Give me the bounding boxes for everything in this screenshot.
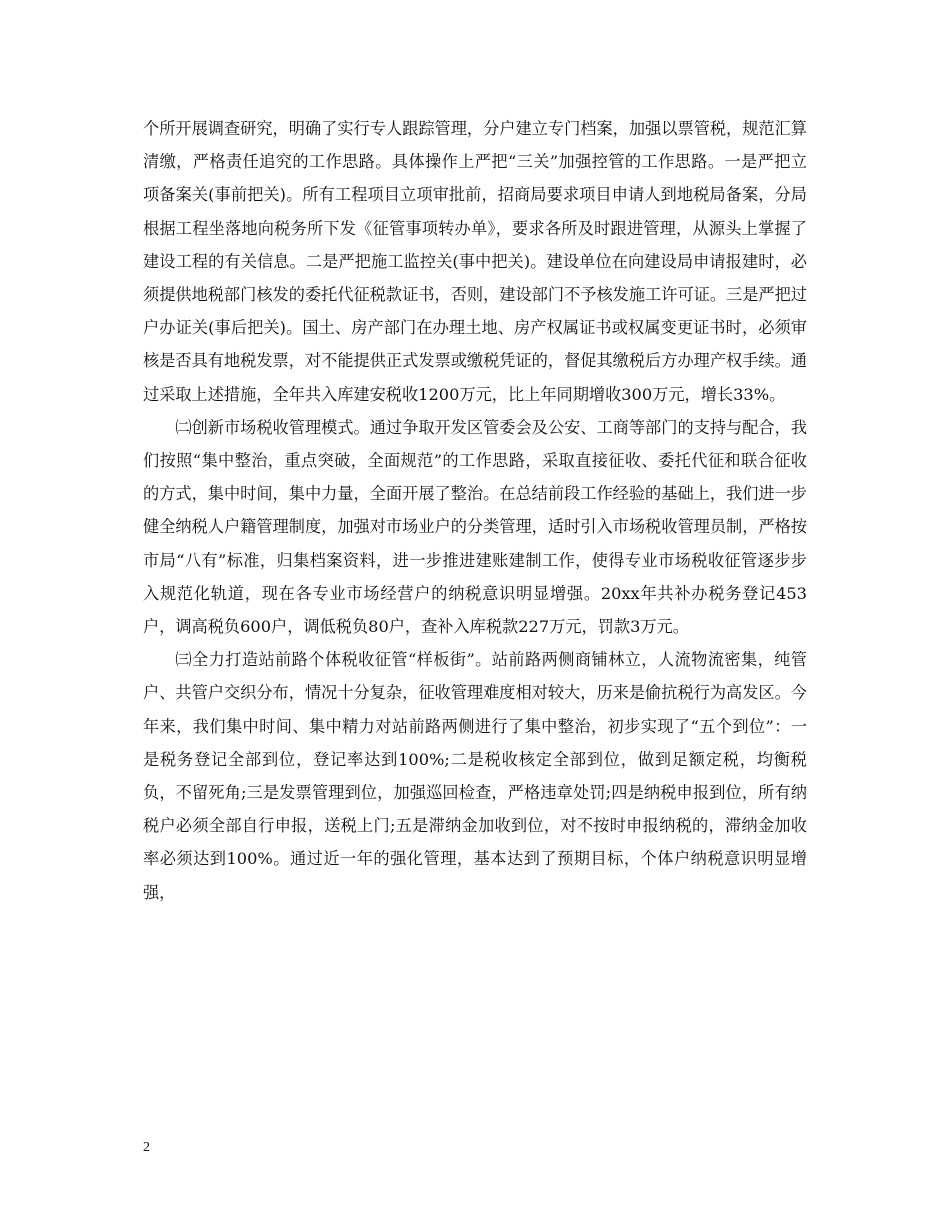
paragraph-2: ㈡创新市场税收管理模式。通过争取开发区管委会及公安、工商等部门的支持与配合，我们按照“集中整治，重点突破，全面规范”的工作思路，采取直接征收、委托代征和联合征收的方式，集中时间，集中力量，全面开展了整治。在总结前段工作经验的基础上，我们进一步健全纳税人户籍管理制度，加强对市场业户的分类管理，适时引入市场税收管理员制，严格按市局“八有”标准，归集档案资料，进一步推进建账建制工作，使得专业市场税收征管逐步步入规范化轨道，现在各专业市场经营户的纳税意识明显增强。20xx年共补办税务登记453户，调高税负600户，调低税负80户，查补入库税款227万元，罚款3万元。	[143, 417, 807, 637]
paragraph-1: 个所开展调查研究，明确了实行专人跟踪管理，分户建立专门档案，加强以票管税，规范汇算清缴，严格责任追究的工作思路。具体操作上严把“三关”加强控管的工作思路。一是严把立项备案关(事前把关)。所有工程项目立项审批前，招商局要求项目申请人到地税局备案，分局根据工程坐落地向税务所下发《征管事项转办单》，要求各所及时跟进管理，从源头上掌握了建设工程的有关信息。二是严把施工监控关(事中把关)。建设单位在向建设局申请报建时，必须提供地税部门核发的委托代征税款证书，否则，建设部门不予核发施工许可证。三是严把过户办证关(事后把关)。国土、房产部门在办理土地、房产权属证书或权属变更证书时，必须审核是否具有地税发票，对不能提供正式发票或缴税凭证的，督促其缴税后方办理产权手续。通过采取上述措施，全年共入库建安税收1200万元，比上年同期增收300万元，增长33%。	[143, 119, 807, 404]
paragraph-3: ㈢全力打造站前路个体税收征管“样板街”。站前路两侧商铺林立，人流物流密集，纯管户、共管户交织分布，情况十分复杂，征收管理难度相对较大，历来是偷抗税行为高发区。今年来，我们集中时间、集中精力对站前路两侧进行了集中整治，初步实现了“五个到位”：一是税务登记全部到位，登记率达到100%;二是税收核定全部到位，做到足额定税，均衡税负，不留死角;三是发票管理到位，加强巡回检查，严格违章处罚;四是纳税申报到位，所有纳税户必须全部自行申报，送税上门;五是滞纳金加收到位，对不按时申报纳税的，滞纳金加收率必须达到100%。通过近一年的强化管理，基本达到了预期目标，个体户纳税意识明显增强，	[143, 650, 807, 902]
document-body	[143, 112, 807, 909]
page-number: 2	[143, 1140, 150, 1155]
